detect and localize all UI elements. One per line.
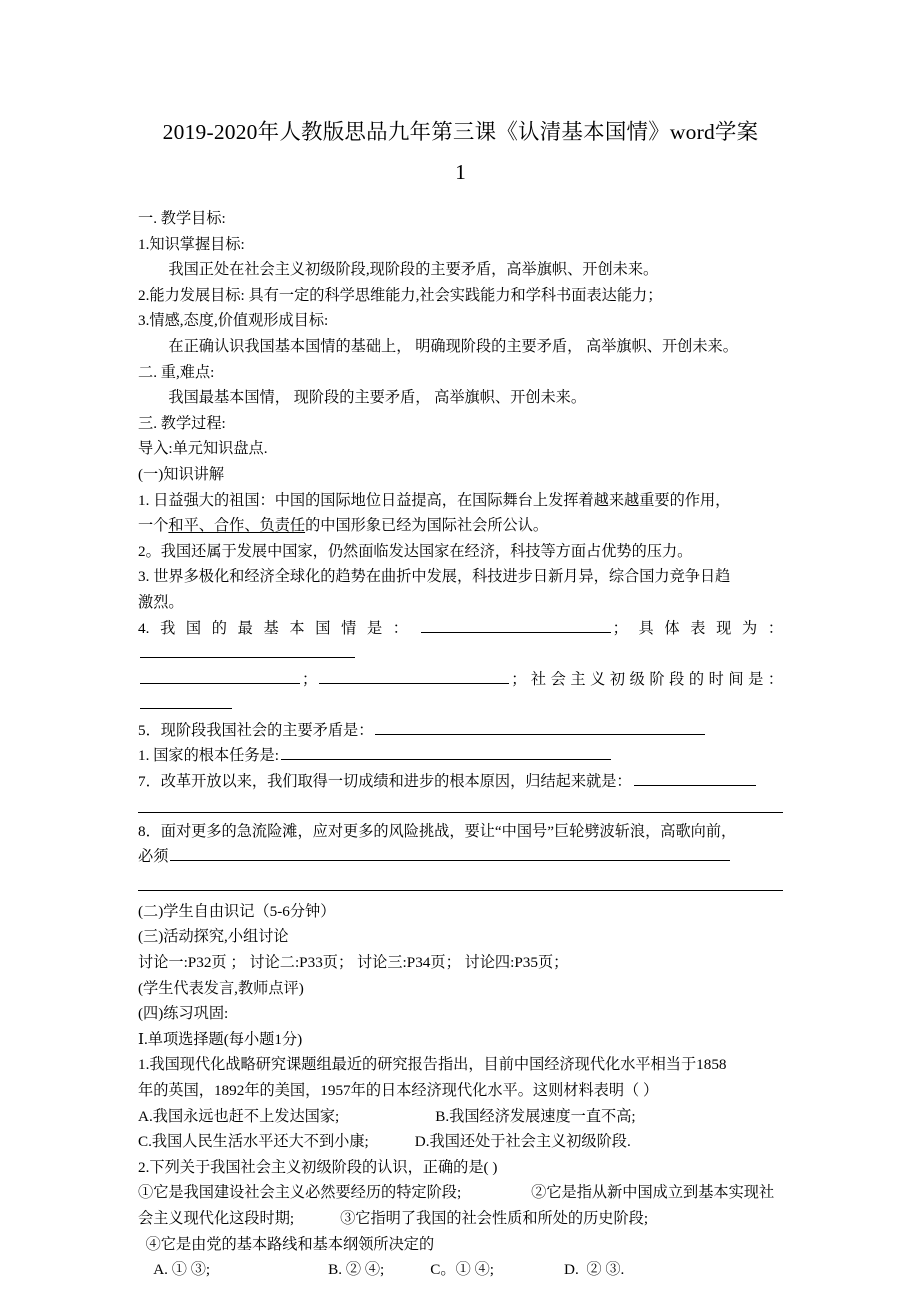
question-1-option-c[interactable]: C.我国人民生活水平还大不到小康; xyxy=(138,1133,369,1151)
knowledge-item-4-line-2 xyxy=(138,667,783,718)
question-1-options-row-1 xyxy=(138,1104,783,1130)
knowledge-item-5 xyxy=(138,718,783,744)
question-2-statement-3: 会主义现代化这段时期; xyxy=(138,1209,295,1227)
question-2-answer-c[interactable]: C。① ④; xyxy=(430,1261,494,1279)
item-6-label: 1. 国家的根本任务是: xyxy=(138,747,279,765)
item-4-sep-2: ； xyxy=(302,670,318,688)
heading-part-three: (三)活动探究,小组讨论 xyxy=(138,928,289,946)
item-8-label: 必须 xyxy=(138,848,169,866)
knowledge-item-1-suffix: 的中国形象已经为国际社会所公认。 xyxy=(305,517,549,535)
item-4-label: 4.我国的最基本国情是： xyxy=(138,619,419,637)
question-1-option-b[interactable]: B.我国经济发展速度一直不高; xyxy=(435,1107,636,1125)
exercise-section-heading: Ⅰ.单项选择题(每小题1分) xyxy=(138,1030,303,1048)
knowledge-item-8-line-1: 8．面对更多的急流险滩，应对更多的风险挑战，要让“中国号”巨轮劈波斩浪，高歌向前， xyxy=(138,822,737,840)
knowledge-item-1-line-2 xyxy=(138,513,783,539)
item-5-label: 5．现阶段我国社会的主要矛盾是： xyxy=(138,721,374,739)
knowledge-item-1-line-1: 1. 日益强大的祖国：中国的国际地位日益提高，在国际舞台上发挥着越来越重要的作用， xyxy=(138,491,731,509)
item-4-sep-3: ；社会主义初级阶段的时间是： xyxy=(511,670,783,688)
question-2-statement-4: ③它指明了我国的社会性质和所处的历史阶段; xyxy=(340,1209,649,1227)
question-1-line-2: 年的英国，1892年的美国，1957年的日本经济现代化水平。这则材料表明（ ） xyxy=(138,1082,659,1099)
objective-3-text: 在正确认识我国基本国情的基础上， 明确现阶段的主要矛盾， 高举旗帜、开创未来。 xyxy=(168,337,738,355)
knowledge-item-3-line-1: 3. 世界多极化和经济全球化的趋势在曲折中发展，科技进步日新月异，综合国力竞争日趋 xyxy=(138,568,731,586)
heading-objectives: 一. 教学目标: xyxy=(138,210,226,227)
objective-3-label: 3.情感,态度,价值观形成目标: xyxy=(138,312,329,330)
blank-field-4a[interactable] xyxy=(421,617,611,632)
blank-field-4c[interactable] xyxy=(140,668,300,683)
blank-field-4b[interactable] xyxy=(140,643,355,658)
discussion-references: 讨论一:P32页 ； 讨论二:P33页； 讨论三:P34页； 讨论四:P35页； xyxy=(138,954,569,972)
knowledge-item-3-line-2: 激烈。 xyxy=(138,593,184,611)
question-1-option-d[interactable]: D.我国还处于社会主义初级阶段. xyxy=(414,1133,631,1151)
objective-1-text: 我国正处在社会主义初级阶段,现阶段的主要矛盾，高举旗帜、开创未来。 xyxy=(168,261,659,279)
question-2-statement-5: ④它是由党的基本路线和基本纲领所决定的 xyxy=(145,1235,435,1253)
heading-part-one: (一)知识讲解 xyxy=(138,465,225,483)
item-7-label: 7．改革开放以来，我们取得一切成绩和进步的根本原因，归结起来就是： xyxy=(138,773,632,791)
knowledge-item-2: 2。我国还属于发展中国家，仍然面临发达国家在经济，科技等方面占优势的压力。 xyxy=(138,542,693,560)
knowledge-item-4-line-1 xyxy=(138,616,783,667)
question-2-statement-row-2 xyxy=(138,1206,783,1232)
question-2-statement-2: ②它是指从新中国成立到基本实现社 xyxy=(531,1184,775,1202)
blank-field-5[interactable] xyxy=(375,719,705,734)
item-4-sep-1: ；具体表现为： xyxy=(612,619,783,637)
question-2-answer-a[interactable]: A. ① ③; xyxy=(153,1261,211,1279)
blank-field-4d[interactable] xyxy=(319,668,509,683)
blank-field-4e[interactable] xyxy=(140,694,232,709)
heading-process: 三. 教学过程: xyxy=(138,414,226,432)
blank-field-7b[interactable] xyxy=(138,812,783,813)
question-2-statement-1: ①它是我国建设社会主义必然要经历的特定阶段; xyxy=(138,1184,462,1202)
question-2-answers-row xyxy=(138,1257,783,1283)
key-points-text: 我国最基本国情， 现阶段的主要矛盾， 高举旗帜、开创未来。 xyxy=(168,389,587,407)
blank-field-7a[interactable] xyxy=(634,771,756,786)
blank-field-6[interactable] xyxy=(281,745,611,760)
blank-field-8b[interactable] xyxy=(138,890,783,891)
question-2-stem: 2.下列关于我国社会主义初级阶段的认识，正确的是( ) xyxy=(138,1158,498,1176)
question-1-options-row-2 xyxy=(138,1129,783,1155)
question-1-line-1: 1.我国现代化战略研究课题组最近的研究报告指出，目前中国经济现代化水平相当于1858 xyxy=(138,1056,727,1074)
document-body xyxy=(138,206,783,1283)
activity-note: (学生代表发言,教师点评) xyxy=(138,979,304,997)
heading-key-points: 二. 重,难点: xyxy=(138,363,215,381)
question-2-answer-d[interactable]: D. ② ③. xyxy=(563,1261,625,1279)
intro-line: 导入:单元知识盘点. xyxy=(138,440,268,458)
document-content xyxy=(138,112,783,1283)
page-title: 2019-2020年人教版思品九年第三课《认清基本国情》word学案 xyxy=(162,120,759,144)
question-2-statement-row-1 xyxy=(138,1180,783,1206)
page-title-line2: 1 xyxy=(455,160,466,184)
knowledge-item-6 xyxy=(138,743,783,769)
knowledge-item-7 xyxy=(138,769,783,795)
heading-part-two: (二)学生自由识记（5-6分钟） xyxy=(138,902,336,920)
knowledge-item-1-underlined: 和平、合作、负责任 xyxy=(168,517,306,535)
question-2-answer-b[interactable]: B. ② ④; xyxy=(328,1261,385,1279)
blank-field-8a[interactable] xyxy=(170,846,730,861)
objective-1-label: 1.知识掌握目标: xyxy=(138,235,245,253)
heading-part-four: (四)练习巩固: xyxy=(138,1005,229,1023)
knowledge-item-8-line-2 xyxy=(138,844,783,870)
objective-2-text: 2.能力发展目标: 具有一定的科学思维能力,社会实践能力和学科书面表达能力； xyxy=(138,286,663,304)
knowledge-item-1-prefix: 一个 xyxy=(138,517,169,535)
question-1-option-a[interactable]: A.我国永远也赶不上发达国家; xyxy=(138,1107,340,1125)
